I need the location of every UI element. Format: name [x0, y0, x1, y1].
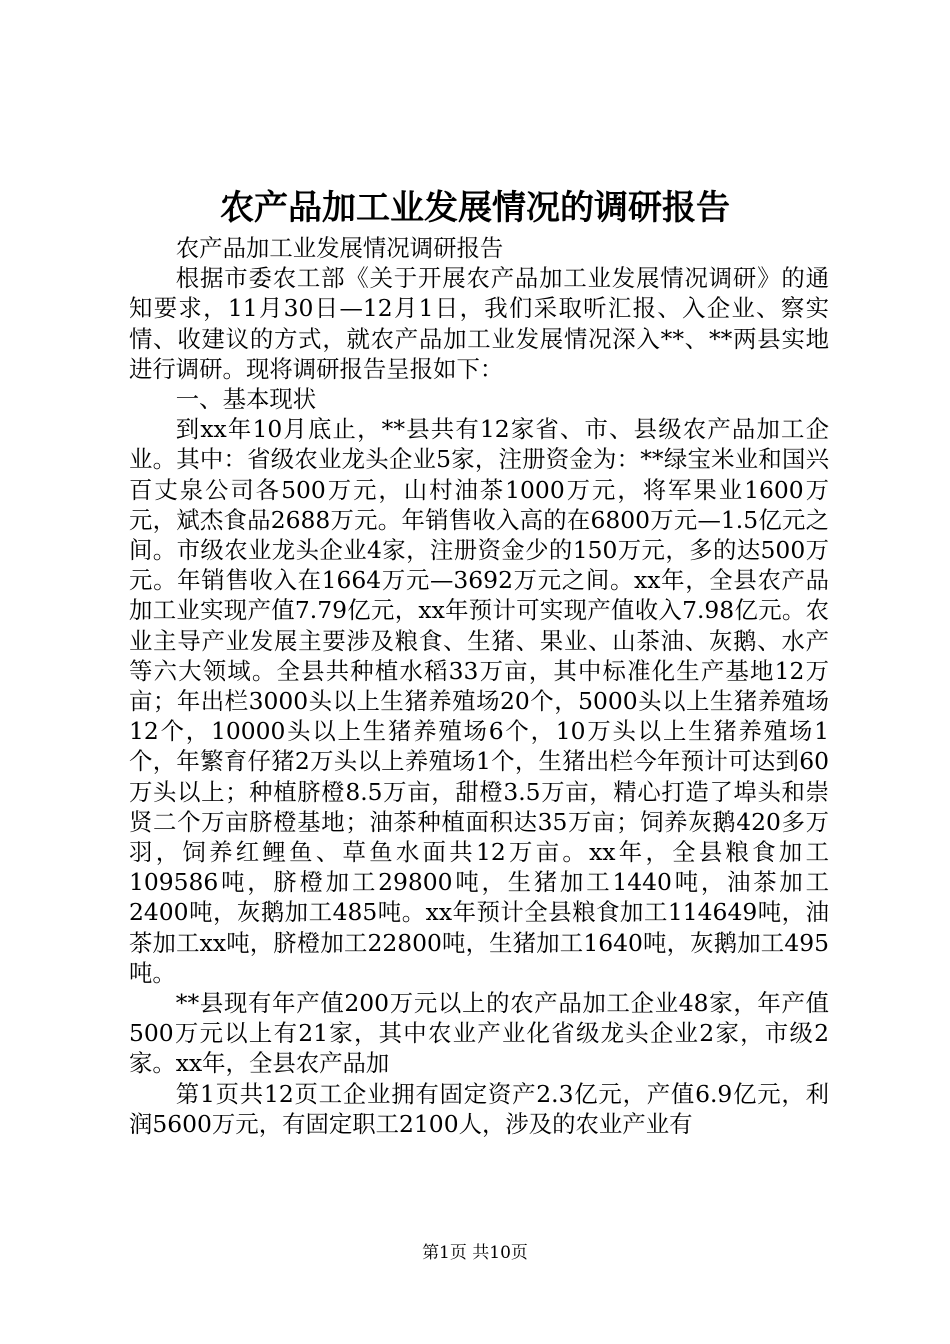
paragraph-continued: 第1页共12页工企业拥有固定资产2.3亿元，产值6.9亿元，利润5600万元，有固定职工2100人，涉及的农业产业有: [129, 1079, 829, 1138]
page-footer: 第1页 共10页: [422, 1243, 528, 1263]
document-body: [129, 233, 829, 1139]
paragraph-county: **县现有年产值200万元以上的农产品加工企业48家，年产值500万元以上有21家，其中农业产业化省级龙头企业2家，市级2家。xx年，全县农产品加: [129, 989, 829, 1078]
paragraph-subtitle: 农产品加工业发展情况调研报告: [175, 234, 504, 262]
paragraph-status: 到xx年10月底止，**县共有12家省、市、县级农产品加工企业。其中：省级农业龙头企业5家，注册资金为：**绿宝米业和国兴百丈泉公司各500万元，山村油茶1000万元，将军果业1600万元，斌杰食品2688万元。年销售收入高的在6800万元—1.5亿元之间。市级农业龙头企业4家，注册资金少的150万元，多的达500万元。年销售收入在1664万元—3692万元之间。xx年，全县农产品加工业实现产值7.79亿元，xx年预计可实现产值收入7.98亿元。农业主导产业发展主要涉及粮食、生猪、果业、山茶油、灰鹅、水产等六大领域。全县共种植水稻33万亩，其中标准化生产基地12万亩；年出栏3000头以上生猪养殖场20个，5000头以上生猪养殖场12个，10000头以上生猪养殖场6个，10万头以上生猪养殖场1个，年繁育仔猪2万头以上养殖场1个，生猪出栏今年预计可达到60万头以上；种植脐橙8.5万亩，甜橙3.5万亩，精心打造了埠头和崇贤二个万亩脐橙基地；油茶种植面积达35万亩；饲养灰鹅420多万羽，饲养红鲤鱼、草鱼水面共12万亩。xx年，全县粮食加工109586吨，脐橙加工29800吨，生猪加工1440吨，油茶加工2400吨，灰鹅加工485吨。xx年预计全县粮食加工114649吨，油茶加工xx吨，脐橙加工22800吨，生猪加工1640吨，灰鹅加工495吨。: [129, 415, 829, 987]
paragraph-intro: 根据市委农工部《关于开展农产品加工业发展情况调研》的通知要求，11月30日—12月1日，我们采取听汇报、入企业、察实情、收建议的方式，就农产品加工业发展情况深入**、**两县实地进行调研。现将调研报告呈报如下：: [129, 264, 829, 383]
document-title: 农产品加工业发展情况的调研报告: [220, 188, 730, 228]
section-heading: 一、基本现状: [175, 385, 317, 414]
